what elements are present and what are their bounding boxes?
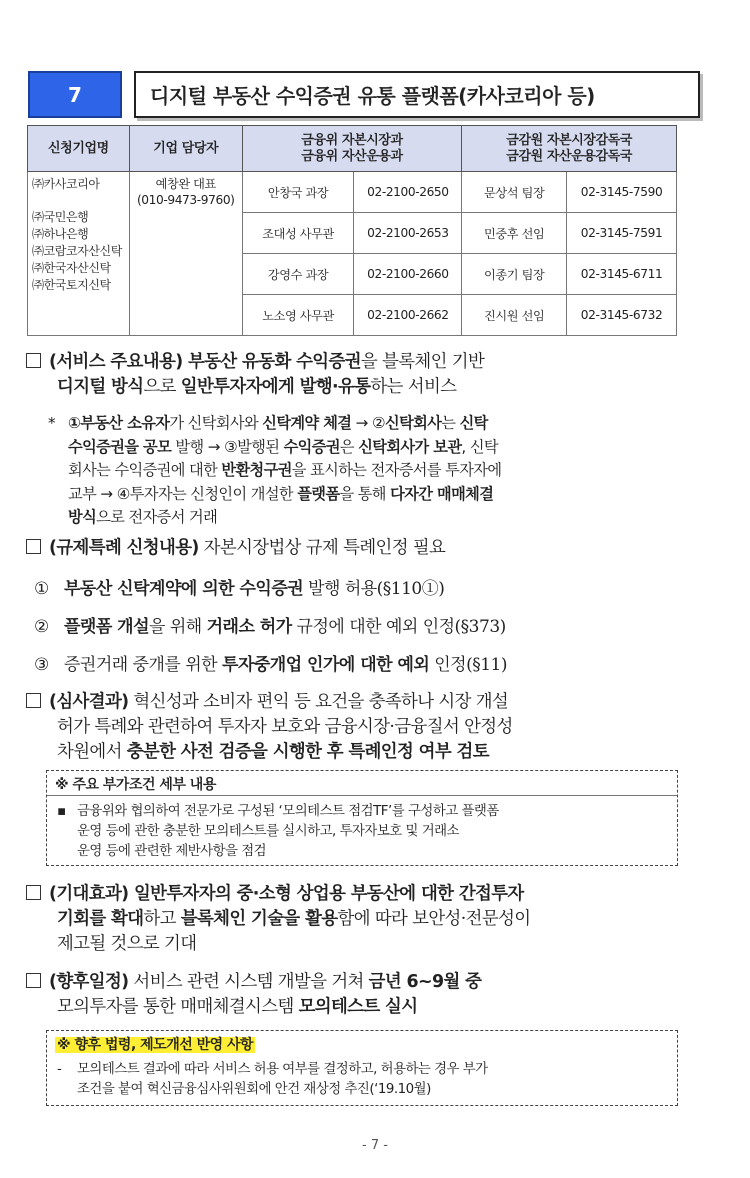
table-header-row	[28, 126, 677, 172]
firm-name: ㈜한국자산신탁	[32, 261, 111, 275]
schedule-text: 서비스 관련 시스템 개발을 거쳐	[128, 972, 369, 992]
firm-name: ㈜한국토지신탁	[32, 278, 111, 292]
asterisk-marker: *	[48, 414, 55, 432]
section-number: 7	[28, 71, 122, 118]
review-section	[26, 690, 686, 765]
fss-phone: 02-3145-7590	[567, 172, 677, 213]
item-text: 증권거래 중개를 위한	[64, 655, 223, 675]
manager-name: 예창완 대표	[155, 177, 216, 191]
header-fsc	[242, 126, 462, 172]
service-section	[26, 350, 686, 400]
review-text: 허가 특례와 관련하여 투자자 보호와 금융시장·금융질서 안정성	[57, 717, 513, 737]
note-text: → ②	[351, 414, 385, 432]
header-fss-line2: 금감원 자산운용감독국	[506, 148, 633, 164]
regulation-head: (규제특례 신청내용)	[49, 538, 199, 558]
future-title-row	[47, 1031, 677, 1056]
firm-name: ㈜국민은행	[32, 210, 89, 224]
checkbox-square-icon	[26, 353, 41, 368]
header-fsc-line2: 금융위 자산운용과	[301, 148, 403, 164]
fsc-name: 조대성 사무관	[242, 213, 354, 254]
fss-name: 민중후 선임	[462, 213, 567, 254]
note-text: 을 표시하는 전자증서를 투자자에	[291, 461, 502, 479]
fsc-phone: 02-2100-2650	[354, 172, 462, 213]
manager-cell	[129, 172, 242, 336]
note-bold: 수익증권	[283, 437, 340, 456]
contacts-table	[27, 125, 677, 336]
firm-name: ㈜하나은행	[32, 227, 89, 241]
fsc-name: 노소영 사무관	[242, 295, 354, 336]
effect-text: 하고	[143, 909, 181, 929]
effect-head: (기대효과) 일반투자자의 중·소형 상업용 부동산에 대한 간접투자	[49, 884, 524, 904]
service-text-bold: 디지털 방식	[57, 377, 144, 397]
note-bold: 방식	[68, 508, 97, 526]
fss-phone: 02-3145-6711	[567, 254, 677, 295]
schedule-text: 모의투자를 통한 매매체결시스템	[57, 997, 299, 1017]
review-text: 차원에서	[57, 742, 127, 762]
item-text: 인정(§11)	[429, 655, 507, 675]
note-bold: ①부동산 소유자	[68, 414, 170, 432]
item-text: 규정에 대한 예외 인정(§373)	[291, 617, 506, 637]
header-fss-line1: 금감원 자본시장감독국	[506, 132, 633, 148]
fsc-phone: 02-2100-2660	[354, 254, 462, 295]
service-text: 하는 서비스	[370, 377, 457, 397]
note-text: 가 신탁회사와	[169, 414, 263, 432]
note-bold: 신탁회사	[385, 414, 442, 432]
firm-name: ㈜카사코리아	[32, 177, 100, 191]
future-title: ※ 향후 법령, 제도개선 반영 사항	[57, 1037, 254, 1053]
note-text: 는	[441, 414, 460, 432]
review-head: (심사결과)	[49, 692, 129, 712]
item-text: 을 위해	[149, 617, 207, 637]
service-text: 을 블록체인 기반	[360, 352, 485, 372]
future-text: 조건을 붙여 혁신금융심사위원회에 안건 재상정 추진(‘19.10월)	[77, 1082, 431, 1097]
service-text: 으로	[143, 377, 181, 397]
firms-cell	[28, 172, 130, 336]
checkbox-square-icon	[26, 693, 41, 708]
regulation-item	[34, 650, 684, 675]
schedule-section	[26, 970, 686, 1020]
regulation-item	[34, 612, 684, 637]
fss-name: 이종기 팀장	[462, 254, 567, 295]
regulation-section	[26, 536, 686, 561]
note-text: 회사는 수익증권에 대한	[68, 461, 222, 479]
fss-name: 진시원 선임	[462, 295, 567, 336]
effect-text: 제고될 것으로 기대	[57, 934, 197, 954]
fss-phone: 02-3145-6732	[567, 295, 677, 336]
effect-bold: 기회를 확대	[57, 909, 144, 929]
note-text: 교부 → ④투자자는 신청인이 개설한	[68, 484, 298, 503]
item-text: 발행 허용(§110①)	[303, 579, 445, 599]
bullet-square-icon: ▪	[57, 804, 66, 819]
future-text: 모의테스트 결과에 따라 서비스 허용 여부를 결정하고, 허용하는 경우 부가	[77, 1062, 488, 1077]
item-bold: 거래소 허가	[206, 617, 292, 637]
note-bold: 신탁회사가 보관	[358, 437, 462, 456]
service-note	[48, 412, 679, 530]
schedule-bold: 모의테스트 실시	[298, 997, 418, 1017]
header-fss	[462, 126, 677, 172]
header-firm: 신청기업명	[28, 126, 130, 172]
fsc-phone: 02-2100-2662	[354, 295, 462, 336]
checkbox-square-icon	[26, 885, 41, 900]
header-manager: 기업 담당자	[129, 126, 242, 172]
item-number: ③	[34, 655, 49, 675]
regulation-item	[34, 574, 684, 599]
fsc-phone: 02-2100-2653	[354, 213, 462, 254]
item-number: ②	[34, 617, 49, 637]
note-bold: 플랫폼	[297, 484, 340, 503]
service-head: (서비스 주요내용) 부동산 유동화 수익증권	[49, 352, 361, 372]
effect-section	[26, 882, 686, 957]
note-bold: 신탁계약 체결	[262, 414, 352, 432]
note-bold: 수익증권을 공모	[68, 437, 172, 456]
note-text: 은	[339, 437, 359, 456]
conditions-callout	[46, 770, 678, 866]
checkbox-square-icon	[26, 539, 41, 554]
checkbox-square-icon	[26, 973, 41, 988]
fss-phone: 02-3145-7591	[567, 213, 677, 254]
manager-phone: (010-9473-9760)	[136, 193, 235, 207]
conditions-text: 운영 등에 관련한 제반사항을 점검	[77, 844, 267, 859]
note-bold: 반환청구권	[221, 461, 292, 479]
table-row	[28, 172, 677, 213]
conditions-title: ※ 주요 부가조건 세부 내용	[47, 771, 677, 796]
note-text: 으로 전자증서 거래	[96, 508, 218, 526]
effect-bold: 블록체인 기술을 활용	[180, 909, 338, 929]
firm-name: ㈜코람코자산신탁	[32, 244, 122, 258]
fsc-name: 강영수 과장	[242, 254, 354, 295]
dash-marker: -	[57, 1062, 62, 1077]
fsc-name: 안창국 과장	[242, 172, 354, 213]
fss-name: 문상석 팀장	[462, 172, 567, 213]
header-fsc-line1: 금융위 자본시장과	[301, 132, 403, 148]
conditions-text: 운영 등에 관한 충분한 모의테스트를 실시하고, 투자자보호 및 거래소	[77, 824, 459, 839]
item-number: ①	[34, 579, 49, 599]
section-header	[28, 66, 678, 119]
schedule-bold: 금년 6~9월 중	[368, 972, 482, 992]
section-title: 디지털 부동산 수익증권 유통 플랫폼(카사코리아 등)	[134, 71, 700, 118]
future-callout	[46, 1030, 678, 1106]
schedule-head: (향후일정)	[49, 972, 129, 992]
review-bold: 충분한 사전 검증을 시행한 후 특례인정 여부 검토	[126, 742, 489, 762]
service-text-bold: 일반투자자에게 발행·유통	[180, 377, 371, 397]
note-bold: 신탁	[459, 414, 488, 432]
note-bold: 다자간 매매체결	[390, 484, 494, 503]
item-bold: 플랫폼 개설	[64, 617, 150, 637]
note-text: 을 통해	[339, 484, 391, 503]
page-number: - 7 -	[362, 1138, 388, 1153]
note-text: 발행 → ③발행된	[171, 437, 284, 456]
review-text: 혁신성과 소비자 편익 등 요건을 충족하나 시장 개설	[128, 692, 509, 712]
item-bold: 부동산 신탁계약에 의한 수익증권	[64, 579, 304, 599]
conditions-text: 금융위와 협의하여 전문가로 구성된 ‘모의테스트 점검TF’를 구성하고 플랫폼	[77, 804, 499, 819]
item-bold: 투자중개업 인가에 대한 예외	[222, 655, 430, 675]
note-text: , 신탁	[461, 437, 499, 456]
effect-text: 함에 따라 보안성·전문성이	[337, 909, 531, 929]
regulation-text: 자본시장법상 규제 특례인정 필요	[198, 538, 446, 558]
